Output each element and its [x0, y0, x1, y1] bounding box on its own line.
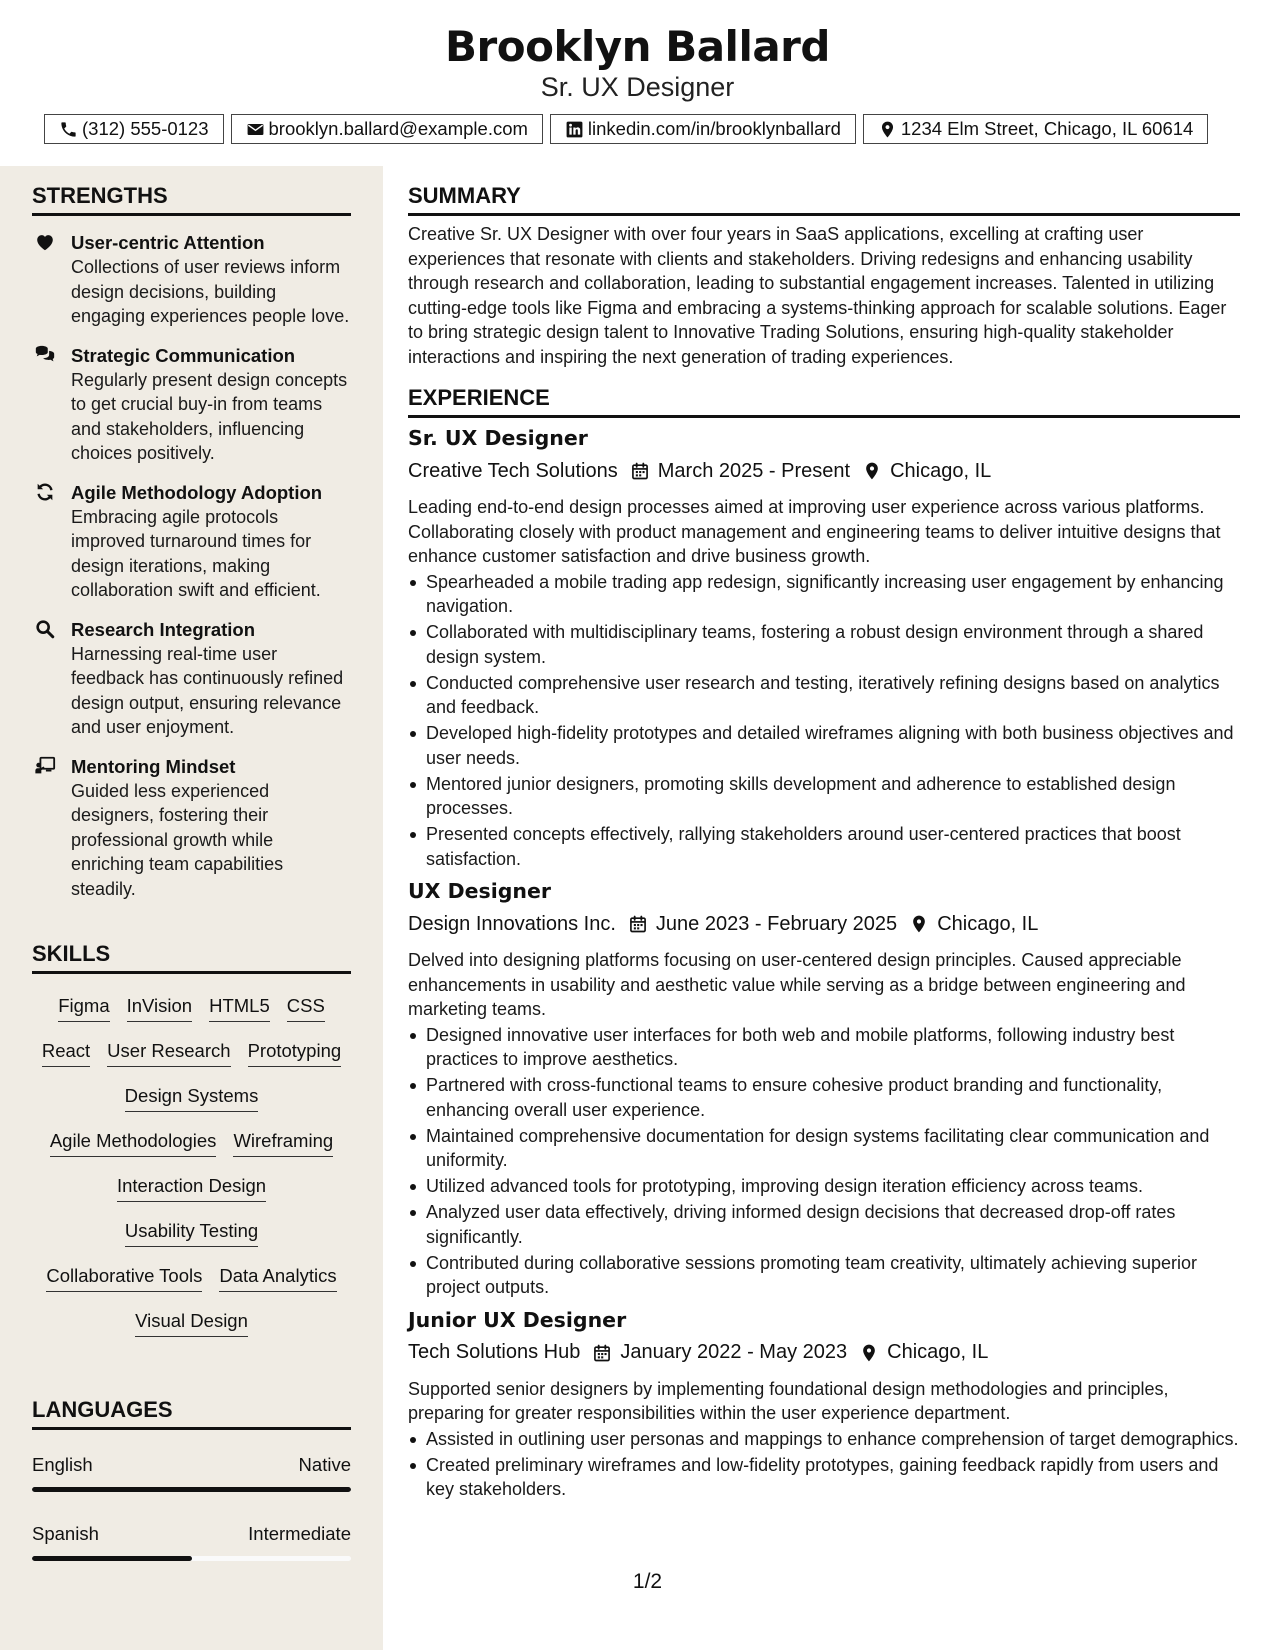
strengths-list — [32, 230, 351, 915]
skill-tag: Data Analytics — [219, 1264, 336, 1292]
skill-tag: Figma — [58, 994, 109, 1022]
job-bullet: Collaborated with multidisciplinary teams, fostering a robust design environment through a shared design system. — [408, 620, 1240, 669]
resume-header — [0, 0, 1275, 166]
contact-phone-text: (312) 555-0123 — [82, 118, 209, 139]
search-icon — [34, 618, 56, 640]
skill-tag: InVision — [127, 994, 192, 1022]
contact-linkedin[interactable] — [550, 114, 856, 144]
skill-tag: Usability Testing — [125, 1219, 258, 1247]
contact-bar — [44, 114, 1208, 144]
job-dates: June 2023 - February 2025 — [655, 912, 898, 935]
strength-desc: Regularly present design concepts to get crucial buy-in from teams and stakeholders, influencing choices positively. — [71, 369, 348, 463]
strength-item — [32, 230, 351, 329]
skill-row — [32, 1129, 351, 1174]
skill-row — [32, 1219, 351, 1264]
language-proficiency-bar — [32, 1487, 351, 1492]
heart-icon — [34, 231, 56, 253]
job-description: Leading end-to-end design processes aimed at improving user experience across various platforms. Collaborating closely with product management and engineering teams to deliver intuitive designs that enhance customer satisfaction and drive business growth. — [408, 497, 1221, 566]
job-dates: January 2022 - May 2023 — [620, 1341, 848, 1363]
skill-tag: Interaction Design — [117, 1174, 266, 1202]
phone-icon — [59, 120, 78, 139]
map-marker-icon — [859, 1343, 879, 1363]
skill-tag: Agile Methodologies — [50, 1129, 217, 1157]
language-level: Intermediate — [248, 1523, 351, 1544]
strength-item — [32, 343, 351, 466]
skill-tag: Design Systems — [125, 1084, 259, 1112]
contact-linkedin-text: linkedin.com/in/brooklynballard — [587, 118, 841, 139]
job-title: Junior UX Designer — [408, 1307, 627, 1332]
job-bullet: Presented concepts effectively, rallying stakeholders around user-centered practices that boost satisfaction. — [408, 822, 1240, 871]
map-marker-icon — [862, 461, 882, 481]
job-bullet: Conducted comprehensive user research and testing, iteratively refining designs based on analytics and feedback. — [408, 671, 1240, 720]
contact-address[interactable] — [863, 114, 1208, 144]
strength-item — [32, 480, 351, 603]
skill-row — [32, 1174, 351, 1219]
skill-tag: Collaborative Tools — [46, 1264, 202, 1292]
skills-heading: SKILLS — [32, 941, 351, 974]
job-entry — [408, 1308, 1240, 1502]
strength-title: Strategic Communication — [71, 344, 296, 366]
skill-tag: User Research — [107, 1039, 230, 1067]
language-item — [32, 1454, 351, 1492]
job-company: Design Innovations Inc. — [408, 912, 616, 935]
skill-row — [32, 994, 351, 1039]
calendar-icon — [592, 1343, 612, 1363]
strength-desc: Embracing agile protocols improved turnaround times for design iterations, making collaboration swift and efficient. — [71, 506, 321, 600]
map-marker-icon — [878, 120, 897, 139]
skill-row — [32, 1264, 351, 1309]
job-bullet: Spearheaded a mobile trading app redesign, significantly increasing user engagement by enhancing navigation. — [408, 570, 1240, 619]
job-company: Creative Tech Solutions — [408, 459, 618, 482]
strength-title: Research Integration — [71, 618, 256, 640]
languages-heading: LANGUAGES — [32, 1397, 351, 1430]
job-location: Chicago, IL — [887, 1341, 989, 1363]
chalkboard-teacher-icon — [34, 755, 56, 777]
comments-icon — [34, 344, 56, 366]
job-dates: March 2025 - Present — [657, 459, 851, 482]
contact-email[interactable] — [231, 114, 543, 144]
strength-desc: Harnessing real-time user feedback has continuously refined design output, ensuring relevance and user enjoyment. — [71, 643, 344, 737]
strength-title: Agile Methodology Adoption — [71, 481, 323, 503]
skill-tag: CSS — [287, 994, 325, 1022]
job-meta — [408, 1338, 1240, 1368]
contact-phone[interactable] — [44, 114, 224, 144]
summary-text: Creative Sr. UX Designer with over four years in SaaS applications, excelling at crafting user experiences that resonate with clients and stakeholders. Driving redesigns and enhancing usability through research and collaboration, leading to substantial engagement increases. Talented in utilizing cutting-edge tools like Figma and embracing a systems-thinking approach for scalable solutions. Eager to bring strategic design talent to Innovative Trading Solutions, ensuring high-quality stakeholder interactions and inspiring the next generation of trading experiences. — [408, 224, 1227, 367]
job-meta — [408, 909, 1240, 939]
skills-list — [32, 994, 351, 1354]
job-description: Delved into designing platforms focusing on user-centered design principles. Caused appreciable enhancements in usability and aesthetic value while serving as a bridge between engineering and marketing teams. — [408, 950, 1186, 1019]
summary-heading: SUMMARY — [408, 183, 1240, 216]
job-location: Chicago, IL — [890, 459, 992, 482]
experience-heading: EXPERIENCE — [408, 385, 1240, 418]
job-bullet: Contributed during collaborative sessions promoting team creativity, ultimately achieving superior project outputs. — [408, 1251, 1240, 1300]
job-bullet: Designed innovative user interfaces for both web and mobile platforms, following industry best practices to improve aesthetics. — [408, 1023, 1240, 1072]
page-number: 1/2 — [632, 1570, 663, 1593]
main-content — [408, 166, 1240, 1503]
experience-list — [408, 426, 1240, 1502]
sync-icon — [34, 481, 56, 503]
job-title: Sr. UX Designer — [408, 426, 588, 450]
strengths-heading: STRENGTHS — [32, 183, 351, 216]
skill-tag: HTML5 — [209, 994, 270, 1022]
linkedin-icon — [565, 120, 584, 139]
job-bullet: Partnered with cross-functional teams to ensure cohesive product branding and functionality, enhancing overall user experience. — [408, 1073, 1240, 1122]
strength-title: Mentoring Mindset — [71, 755, 236, 777]
language-name: Spanish — [32, 1523, 99, 1544]
job-bullets — [408, 1427, 1240, 1502]
job-meta — [408, 456, 1240, 486]
candidate-role: Sr. UX Designer — [540, 72, 735, 102]
job-bullets — [408, 1023, 1240, 1300]
envelope-icon — [246, 120, 265, 139]
language-item — [32, 1523, 351, 1561]
job-location: Chicago, IL — [937, 912, 1039, 935]
language-proficiency-fill — [32, 1487, 351, 1492]
job-bullet: Created preliminary wireframes and low-fidelity prototypes, gaining feedback rapidly from users and key stakeholders. — [408, 1453, 1240, 1502]
strength-desc: Collections of user reviews inform design decisions, building engaging experiences people love. — [71, 257, 350, 326]
skill-tag: Visual Design — [135, 1309, 248, 1337]
job-entry — [408, 879, 1240, 1300]
job-bullet: Analyzed user data effectively, driving informed design decisions that decreased drop-off rates significantly. — [408, 1200, 1240, 1249]
job-bullet: Assisted in outlining user personas and mappings to enhance comprehension of target demographics. — [408, 1427, 1240, 1452]
job-entry — [408, 426, 1240, 871]
strength-desc: Guided less experienced designers, fostering their professional growth while enriching team capabilities steadily. — [71, 780, 284, 899]
candidate-name: Brooklyn Ballard — [445, 22, 830, 71]
language-proficiency-fill — [32, 1556, 192, 1561]
language-level: Native — [298, 1454, 351, 1475]
skill-tag: Prototyping — [248, 1039, 342, 1067]
skill-row — [32, 1309, 351, 1354]
strength-title: User-centric Attention — [71, 232, 265, 253]
strength-item — [32, 617, 351, 740]
skill-row — [32, 1084, 351, 1129]
sidebar — [0, 166, 383, 1650]
job-title: UX Designer — [408, 879, 552, 903]
calendar-icon — [628, 914, 648, 934]
job-company: Tech Solutions Hub — [408, 1341, 581, 1363]
job-bullet: Utilized advanced tools for prototyping, improving design iteration efficiency across teams. — [408, 1174, 1240, 1199]
skill-tag: Wireframing — [233, 1129, 333, 1157]
calendar-icon — [630, 461, 650, 481]
language-proficiency-bar — [32, 1556, 351, 1561]
job-bullets — [408, 570, 1240, 872]
job-bullet: Maintained comprehensive documentation for design systems facilitating clear communication and uniformity. — [408, 1124, 1240, 1173]
contact-address-text: 1234 Elm Street, Chicago, IL 60614 — [900, 118, 1194, 139]
strength-item — [32, 754, 351, 902]
map-marker-icon — [909, 914, 929, 934]
language-name: English — [32, 1454, 93, 1475]
skill-tag: React — [42, 1039, 90, 1067]
skill-row — [32, 1039, 351, 1084]
job-bullet: Developed high-fidelity prototypes and detailed wireframes aligning with both business objectives and user needs. — [408, 721, 1240, 770]
contact-email-text: brooklyn.ballard@example.com — [268, 118, 528, 139]
job-description: Supported senior designers by implementing foundational design methodologies and principles, preparing for greater responsibilities within the user experience department. — [408, 1378, 1169, 1423]
job-bullet: Mentored junior designers, promoting skills development and adherence to established design processes. — [408, 772, 1240, 821]
